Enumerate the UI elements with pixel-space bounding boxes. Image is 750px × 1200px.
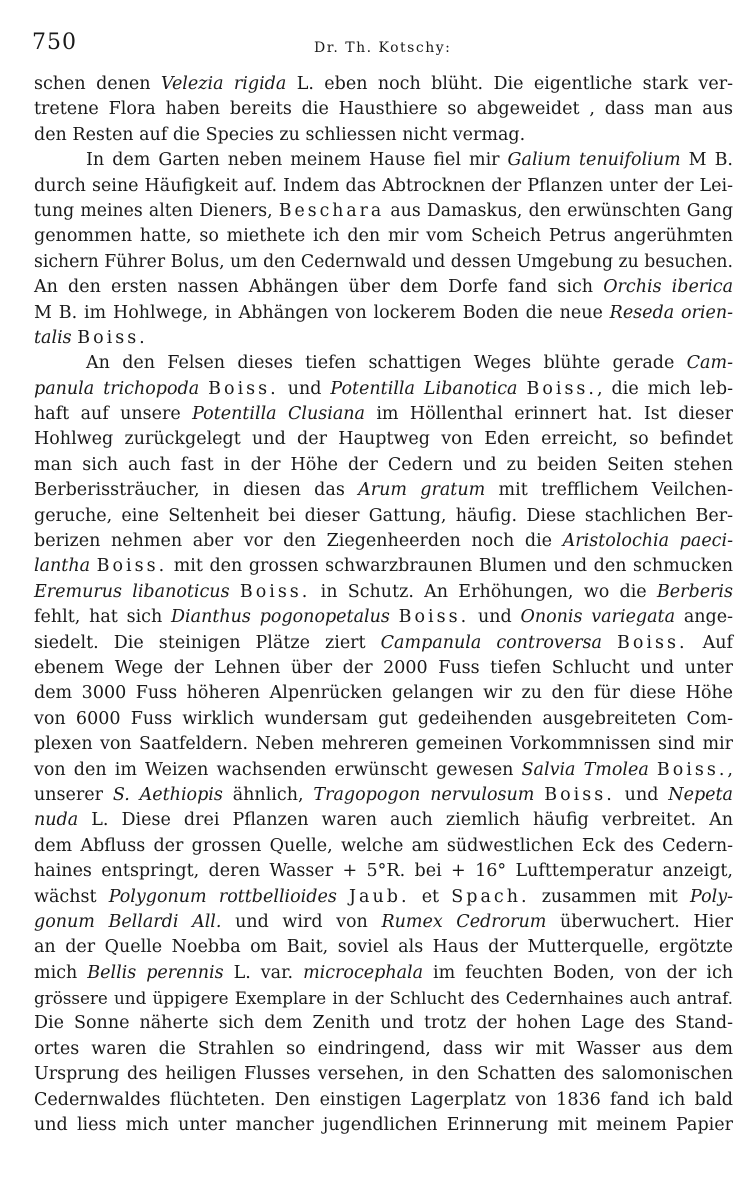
running-head: Dr. Th. Kotschy: bbox=[314, 40, 452, 56]
text-line: geruche, eine Seltenheit bei dieser Gattung, häufig. Diese stachlichen Ber- bbox=[34, 505, 733, 526]
text-line: Hohlweg zurückgelegt und der Hauptweg von Eden erreicht, so befindet bbox=[34, 429, 733, 450]
text-line: nuda L. Diese drei Pflanzen waren auch ziemlich häufig verbreitet. An bbox=[34, 810, 733, 831]
text-line: grössere und üppigere Exemplare in der Schlucht des Cedernhaines auch antraf. bbox=[34, 988, 733, 1009]
text-line: von 6000 Fuss wirklich wundersam gut gedeihenden ausgebreiteten Com- bbox=[34, 708, 733, 729]
text-line: Eremurus libanoticus Boiss. in Schutz. An Erhöhungen, wo die Berberis bbox=[34, 581, 733, 602]
text-line: den Resten auf die Species zu schliessen nicht vermag. bbox=[34, 124, 526, 145]
text-line: tung meines alten Dieners, Beschara aus Damaskus, den erwünschten Gang bbox=[34, 200, 733, 221]
text-line: genommen hatte, so miethete ich den mir vom Scheich Petrus angerühmten bbox=[34, 226, 733, 247]
page-number: 750 bbox=[32, 30, 77, 55]
text-line: Die Sonne näherte sich dem Zenith und trotz der hohen Lage des Stand- bbox=[34, 1013, 733, 1034]
text-line: berizen nehmen aber vor den Ziegenheerden noch die Aristolochia paeci- bbox=[34, 531, 733, 552]
text-line: siedelt. Die steinigen Plätze ziert Campanula controversa Boiss. Auf bbox=[34, 632, 733, 653]
text-line: Ursprung des heiligen Flusses versehen, in den Schatten des salomonischen bbox=[34, 1064, 733, 1085]
page-header bbox=[32, 30, 732, 60]
text-line: mich Bellis perennis L. var. microcephala im feuchten Boden, von der ich bbox=[34, 962, 734, 983]
text-line: gonum Bellardi All. und wird von Rumex Cedrorum überwuchert. Hier bbox=[34, 911, 733, 932]
text-line: M B. im Hohlwege, in Abhängen von lockerem Boden die neue Reseda orien- bbox=[34, 302, 733, 323]
text-line: haines entspringt, deren Wasser + 5°R. bei + 16° Lufttemperatur anzeigt, bbox=[34, 861, 733, 882]
body-text bbox=[34, 72, 733, 1138]
text-line: panula trichopoda Boiss. und Potentilla Libanotica Boiss., die mich leb- bbox=[34, 378, 733, 399]
text-line: an der Quelle Noebba om Bait, soviel als Haus der Mutterquelle, ergötzte bbox=[34, 937, 733, 958]
text-line: und liess mich unter mancher jugendlichen Erinnerung mit meinem Papier bbox=[34, 1115, 733, 1136]
text-line: Cedernwaldes flüchteten. Den einstigen Lagerplatz von 1836 fand ich bald bbox=[34, 1089, 733, 1110]
text-line: dem 3000 Fuss höheren Alpenrücken gelangen wir zu den für diese Höhe bbox=[34, 683, 733, 704]
text-line: durch seine Häufigkeit auf. Indem das Abtrocknen der Pflanzen unter der Lei- bbox=[34, 175, 733, 196]
text-line: In dem Garten neben meinem Hause fiel mir Galium tenuifolium M B. bbox=[86, 150, 733, 171]
text-line: sichern Führer Bolus, um den Cedernwald und dessen Umgebung zu besuchen. bbox=[34, 251, 733, 272]
text-line: man sich auch fast in der Höhe der Cedern und zu beiden Seiten stehen bbox=[34, 454, 733, 475]
text-line: Berberissträucher, in diesen das Arum gratum mit trefflichem Veilchen- bbox=[34, 480, 733, 501]
text-line: plexen von Saatfeldern. Neben mehreren gemeinen Vorkommnissen sind mir bbox=[34, 734, 733, 755]
text-line: schen denen Velezia rigida L. eben noch blüht. Die eigentliche stark ver- bbox=[34, 74, 733, 94]
text-line: unserer S. Aethiopis ähnlich, Tragopogon nervulosum Boiss. und Nepeta bbox=[34, 784, 733, 805]
text-line: ebenem Wege der Lehnen über der 2000 Fuss tiefen Schlucht und unter bbox=[34, 657, 733, 678]
text-line: tretene Flora haben bereits die Hausthiere so abgeweidet , dass man aus bbox=[34, 99, 733, 120]
text-line: von den im Weizen wachsenden erwünscht gewesen Salvia Tmolea Boiss., bbox=[34, 759, 733, 780]
text-line: lantha Boiss. mit den grossen schwarzbraunen Blumen und den schmucken bbox=[34, 556, 733, 577]
text-line: wächst Polygonum rottbellioides Jaub. et Spach. zusammen mit Poly- bbox=[34, 886, 734, 907]
text-line: fehlt, hat sich Dianthus pogonopetalus Boiss. und Ononis variegata ange- bbox=[34, 607, 733, 628]
text-line: ortes waren die Strahlen so eindringend, dass wir mit Wasser aus dem bbox=[34, 1038, 733, 1059]
text-line: An den ersten nassen Abhängen über dem Dorfe fand sich Orchis iberica bbox=[34, 277, 734, 298]
text-line: An den Felsen dieses tiefen schattigen Weges blühte gerade Cam- bbox=[86, 353, 733, 374]
text-line: haft auf unsere Potentilla Clusiana im Höllenthal erinnert hat. Ist dieser bbox=[34, 404, 733, 425]
text-line: dem Abfluss der grossen Quelle, welche am südwestlichen Eck des Cedern- bbox=[34, 835, 733, 856]
text-line: talis Boiss. bbox=[34, 327, 148, 348]
